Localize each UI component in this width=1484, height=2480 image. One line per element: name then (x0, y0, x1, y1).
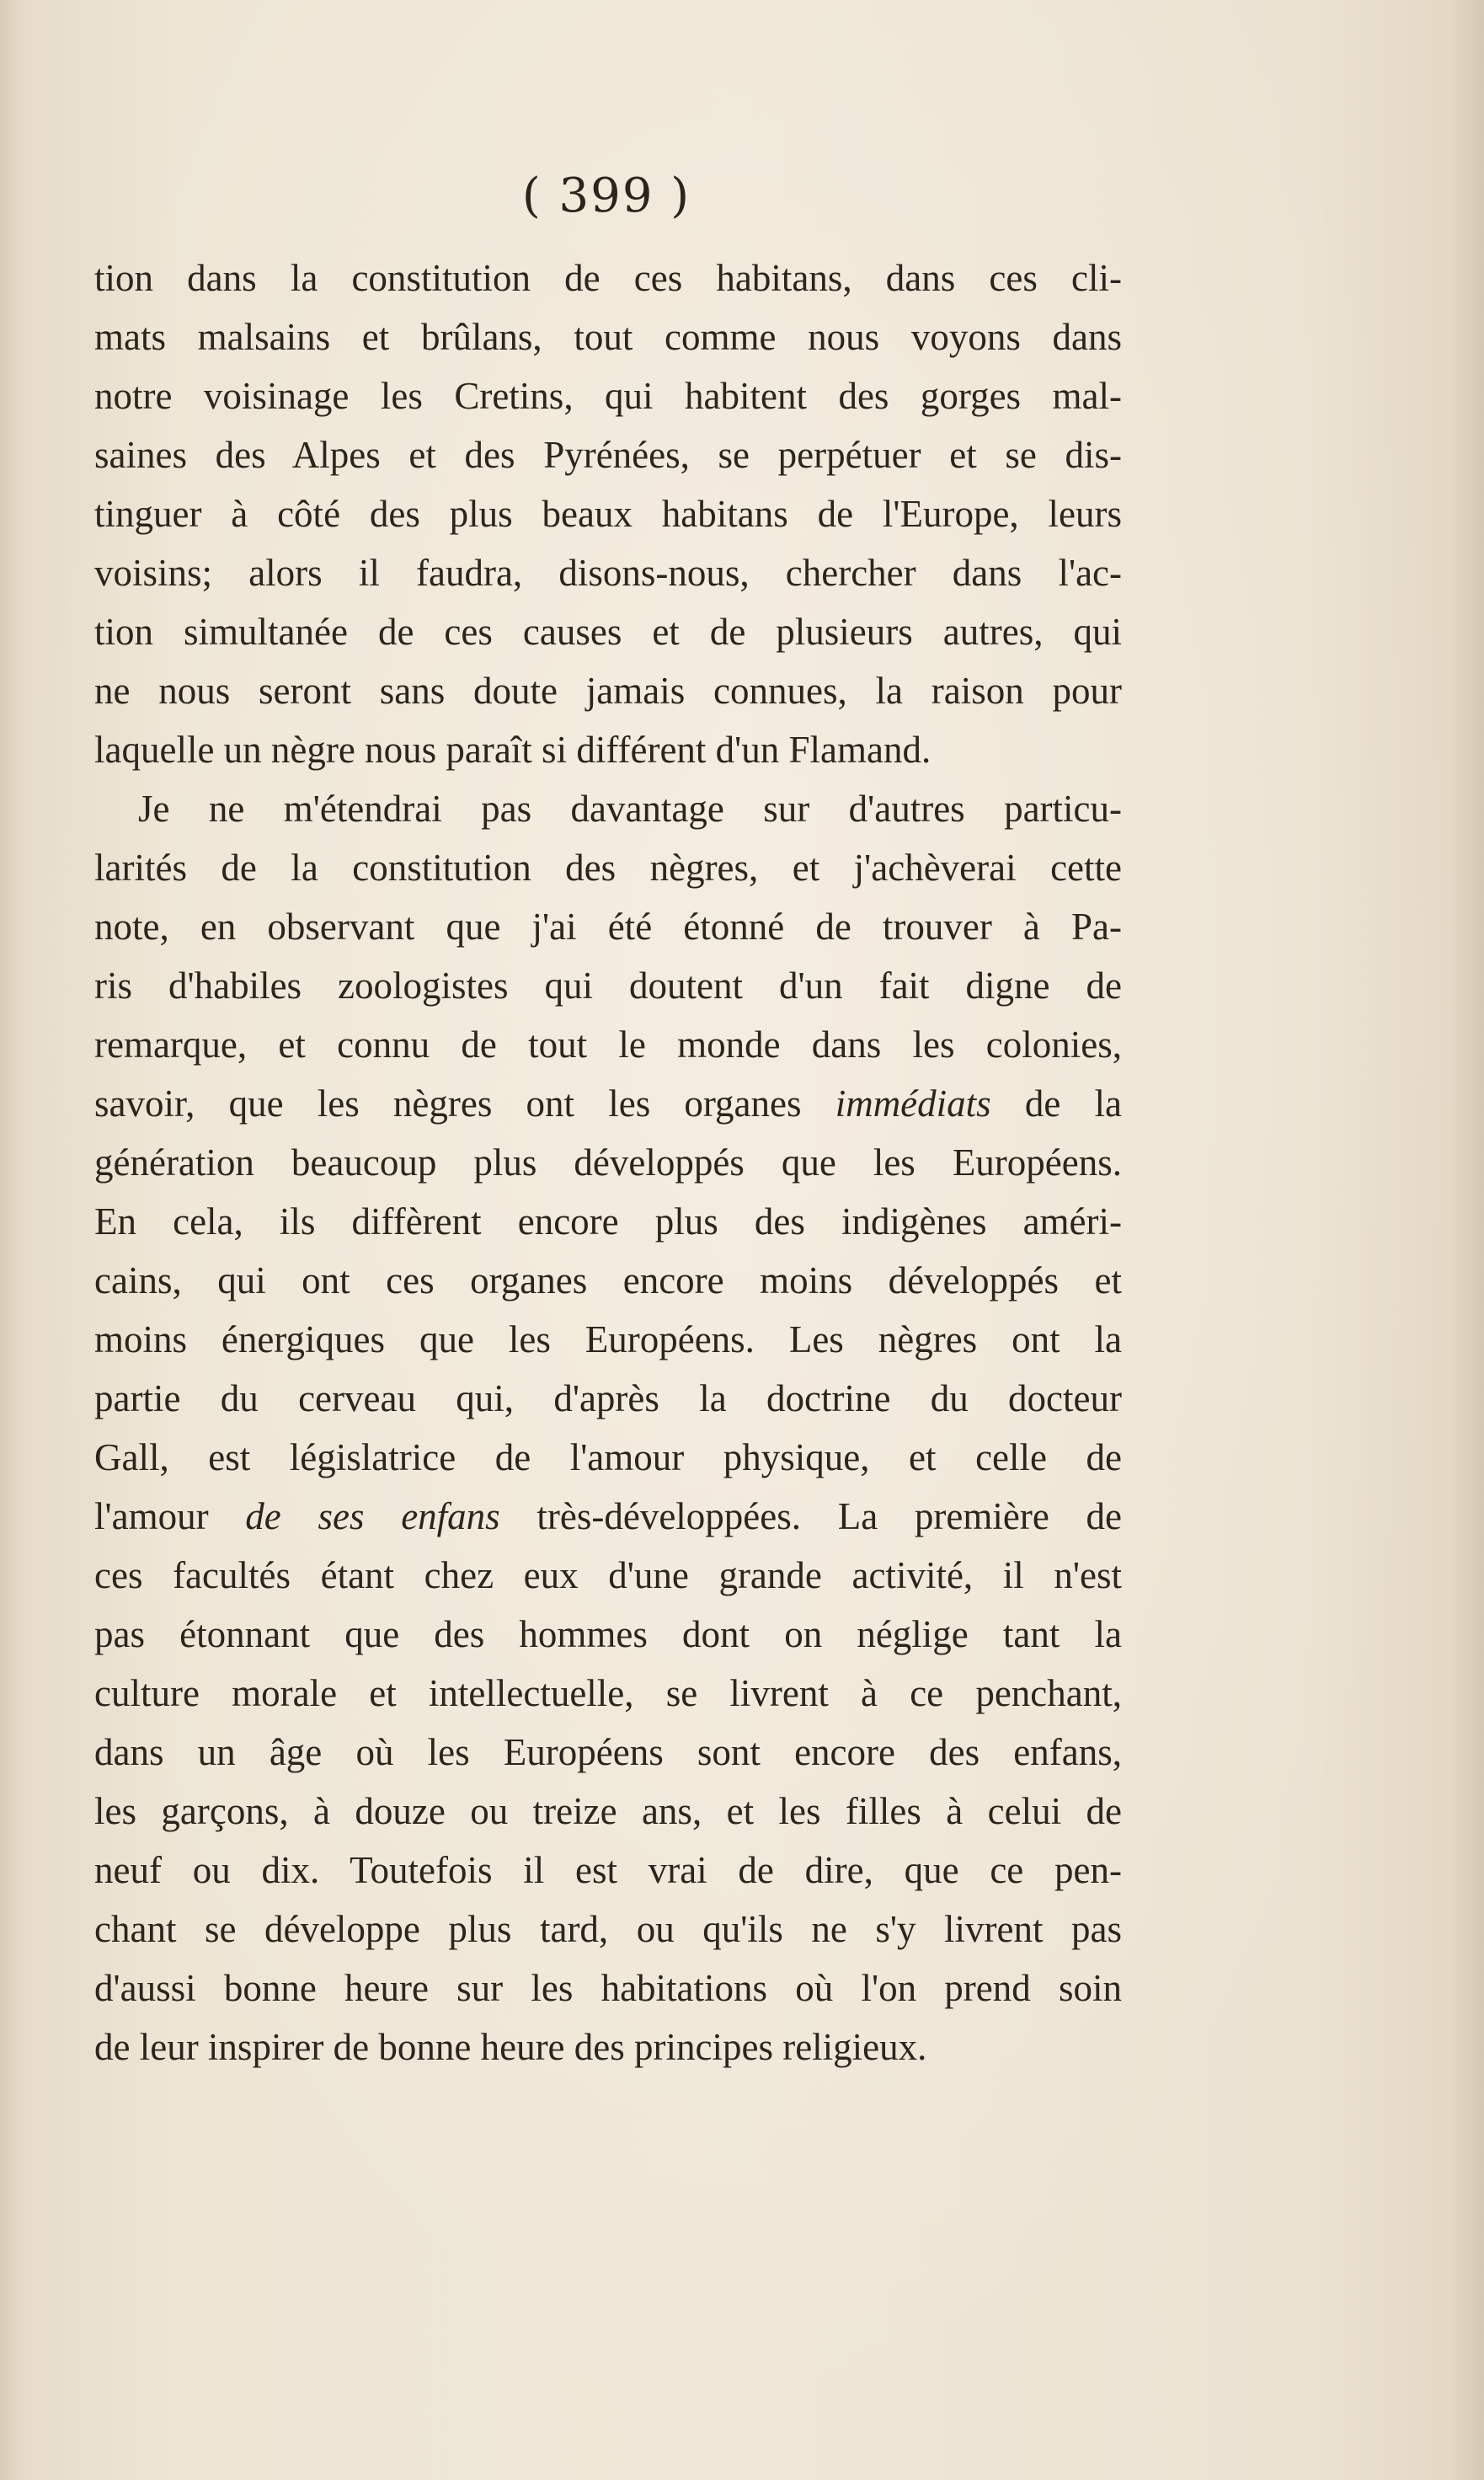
text-line: notre voisinage les Cretins, qui habitent des gorges mal- (94, 375, 1122, 417)
text-line: laquelle un nègre nous paraît si différent d'un Flamand. (94, 729, 932, 771)
text-line: ne nous seront sans doute jamais connues, la raison pour (94, 670, 1122, 712)
text-segment: savoir, que les nègres ont les organes (94, 1082, 835, 1125)
text-segment: très-développées. La première de (499, 1495, 1122, 1537)
text-line: ris d'habiles zoologistes qui doutent d'un fait digne de (94, 965, 1122, 1007)
text-line: Gall, est législatrice de l'amour physique, et celle de (94, 1436, 1122, 1478)
text-line: neuf ou dix. Toutefois il est vrai de dire, que ce pen- (94, 1849, 1122, 1891)
body-text (94, 249, 1122, 2076)
text-line: ces facultés étant chez eux d'une grande activité, il n'est (94, 1554, 1122, 1596)
text-line: les garçons, à douze ou treize ans, et les filles à celui de (94, 1790, 1122, 1832)
text-line: saines des Alpes et des Pyrénées, se perpétuer et se dis- (94, 434, 1122, 476)
text-line-with-italic (94, 1487, 1122, 1546)
italic-term: de ses enfans (245, 1495, 500, 1537)
text-line: Je ne m'étendrai pas davantage sur d'autres particu- (138, 788, 1122, 830)
text-line: d'aussi bonne heure sur les habitations où l'on prend soin (94, 1967, 1122, 2009)
text-segment: l'amour (94, 1495, 246, 1537)
text-line: tion dans la constitution de ces habitans, dans ces cli- (94, 257, 1122, 299)
text-segment: de la (990, 1082, 1122, 1125)
text-line: larités de la constitution des nègres, et j'achèverai cette (94, 847, 1122, 889)
text-line: note, en observant que j'ai été étonné de trouver à Pa- (94, 906, 1122, 948)
text-line: génération beaucoup plus développés que les Européens. (94, 1141, 1122, 1184)
page-edge-shadow-right (1450, 0, 1484, 2480)
text-line-with-italic (94, 1074, 1122, 1133)
page-edge-shadow-left (0, 0, 25, 2480)
text-line: En cela, ils diffèrent encore plus des indigènes améri- (94, 1200, 1122, 1243)
text-line: chant se développe plus tard, ou qu'ils ne s'y livrent pas (94, 1908, 1122, 1950)
text-line: mats malsains et brûlans, tout comme nous voyons dans (94, 316, 1122, 358)
page-number: ( 399 ) (521, 168, 691, 223)
text-line: moins énergiques que les Européens. Les nègres ont la (94, 1318, 1122, 1360)
text-line: partie du cerveau qui, d'après la doctrine du docteur (94, 1377, 1122, 1419)
text-line: remarque, et connu de tout le monde dans les colonies, (94, 1024, 1122, 1066)
text-line: culture morale et intellectuelle, se livrent à ce penchant, (94, 1672, 1122, 1714)
italic-term: immédiats (835, 1082, 991, 1125)
text-line: cains, qui ont ces organes encore moins développés et (94, 1259, 1122, 1301)
text-line: dans un âge où les Européens sont encore des enfans, (94, 1731, 1122, 1773)
text-line: de leur inspirer de bonne heure des principes religieux. (94, 2026, 927, 2068)
text-line: tion simultanée de ces causes et de plusieurs autres, qui (94, 611, 1122, 653)
text-line: voisins; alors il faudra, disons-nous, chercher dans l'ac- (94, 552, 1122, 594)
text-line: tinguer à côté des plus beaux habitans de l'Europe, leurs (94, 493, 1122, 535)
text-line: pas étonnant que des hommes dont on néglige tant la (94, 1613, 1122, 1655)
